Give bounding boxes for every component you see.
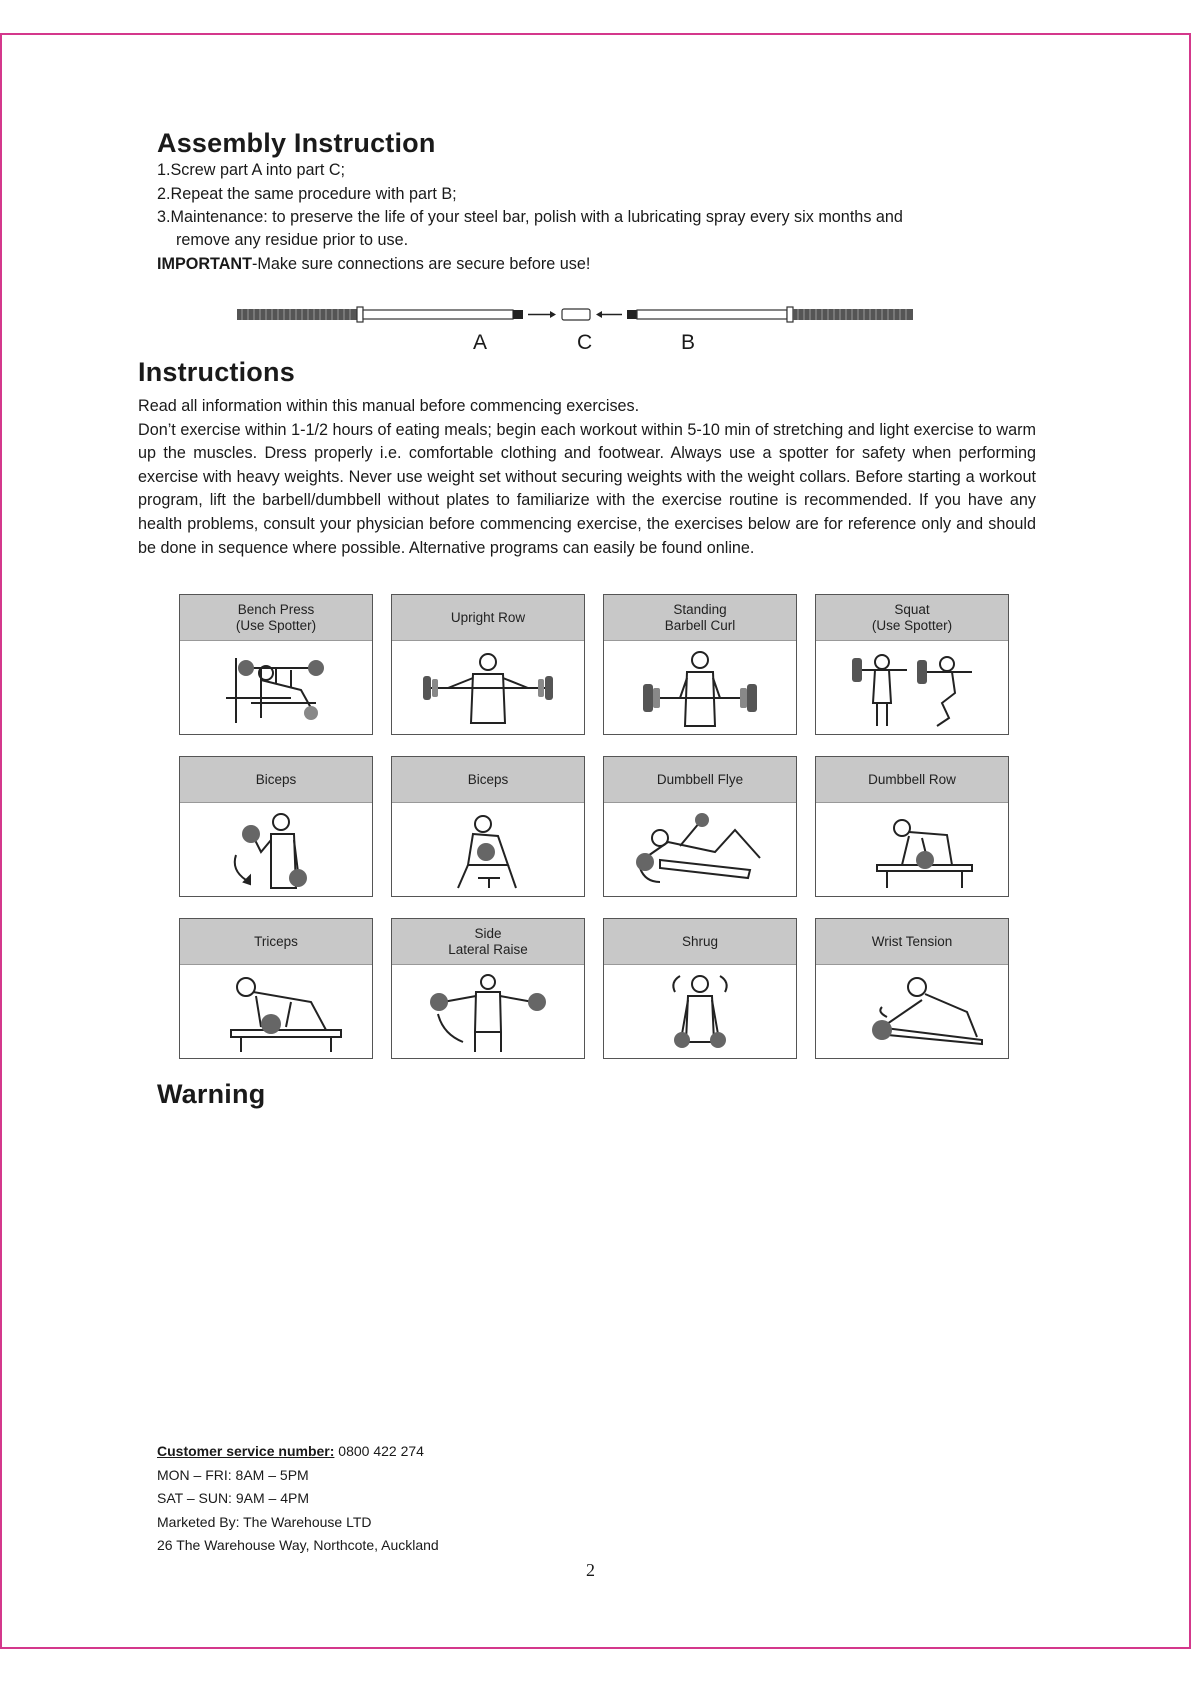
instructions-para-2: Don’t exercise within 1-1/2 hours of eating meals; begin each workout within 5-10 min of stretching and light exercise to warm up the muscles. Dress properly i.e. comfortable clothing and footwear. Always use a spotter for safety when performing exercise with heavy weights. Never use weight set without securing weights with the weight collars. Before starting a workout program, lift the barbell/dumbbell without plates to familiarize with the exercise routine is recommended. If you have any health problems, consult your physician before commencing exercise, the exercises below are for reference only and should be done in sequence where possible. Alternative programs can easily be found online. bbox=[138, 420, 1036, 557]
wrist-tension-icon bbox=[816, 965, 1008, 1059]
part-a-bar bbox=[237, 307, 523, 322]
arrow-b-to-c bbox=[596, 311, 622, 318]
assembly-step-2: 2.Repeat the same procedure with part B; bbox=[157, 185, 457, 203]
customer-service-label: Customer service number: bbox=[157, 1443, 335, 1459]
customer-service bbox=[157, 1440, 424, 1464]
exercise-card bbox=[391, 918, 585, 1059]
exercise-label: Side Lateral Raise bbox=[392, 919, 584, 965]
assembly-step-3: 3.Maintenance: to preserve the life of your steel bar, polish with a lubricating spray every six months and bbox=[157, 208, 903, 226]
exercise-label: Squat (Use Spotter) bbox=[816, 595, 1008, 641]
important-note bbox=[157, 253, 590, 277]
assembly-step-1: 1.Screw part A into part C; bbox=[157, 161, 346, 179]
exercise-label: Biceps bbox=[392, 757, 584, 803]
exercise-card bbox=[391, 756, 585, 897]
exercise-card bbox=[815, 594, 1009, 735]
instructions-title: Instructions bbox=[138, 357, 295, 387]
assembly-step-3-cont: remove any residue prior to use. bbox=[176, 231, 409, 249]
warning-title: Warning bbox=[157, 1079, 266, 1109]
page-number: 2 bbox=[586, 1560, 595, 1580]
exercise-label: Shrug bbox=[604, 919, 796, 965]
exercise-label: Bench Press (Use Spotter) bbox=[180, 595, 372, 641]
important-label: IMPORTANT bbox=[157, 255, 253, 273]
part-c-label: C bbox=[577, 331, 593, 354]
part-a-label: A bbox=[473, 331, 488, 354]
exercise-card bbox=[815, 756, 1009, 897]
upright-row-icon bbox=[392, 641, 584, 735]
weekend-hours: SAT – SUN: 9AM – 4PM bbox=[157, 1490, 309, 1506]
squat-icon bbox=[816, 641, 1008, 735]
exercise-label: Dumbbell Flye bbox=[604, 757, 796, 803]
bench-press-icon bbox=[180, 641, 372, 735]
customer-service-number: 0800 422 274 bbox=[334, 1443, 424, 1459]
dumbbell-flye-icon bbox=[604, 803, 796, 897]
exercise-card bbox=[815, 918, 1009, 1059]
part-b-bar bbox=[627, 307, 913, 322]
exercise-label: Biceps bbox=[180, 757, 372, 803]
address: 26 The Warehouse Way, Northcote, Auckland bbox=[157, 1537, 439, 1553]
triceps-icon bbox=[180, 965, 372, 1059]
exercise-card bbox=[179, 756, 373, 897]
exercise-card bbox=[603, 594, 797, 735]
instructions-body bbox=[138, 395, 1036, 560]
exercise-label: Upright Row bbox=[392, 595, 584, 641]
standing-biceps-icon bbox=[180, 803, 372, 897]
exercise-card bbox=[603, 918, 797, 1059]
exercise-card bbox=[179, 918, 373, 1059]
seated-biceps-icon bbox=[392, 803, 584, 897]
exercise-label: Wrist Tension bbox=[816, 919, 1008, 965]
dumbbell-row-icon bbox=[816, 803, 1008, 897]
weekday-hours: MON – FRI: 8AM – 5PM bbox=[157, 1467, 309, 1483]
assembly-title: Assembly Instruction bbox=[157, 128, 436, 158]
marketed-by: Marketed By: The Warehouse LTD bbox=[157, 1514, 372, 1530]
exercise-grid bbox=[179, 594, 1013, 1060]
exercise-label: Dumbbell Row bbox=[816, 757, 1008, 803]
exercise-card bbox=[391, 594, 585, 735]
shrug-icon bbox=[604, 965, 796, 1059]
lateral-raise-icon bbox=[392, 965, 584, 1059]
part-c-connector bbox=[562, 309, 590, 320]
barbell-curl-icon bbox=[604, 641, 796, 735]
exercise-label: Standing Barbell Curl bbox=[604, 595, 796, 641]
important-text: -Make sure connections are secure before use! bbox=[252, 255, 591, 273]
exercise-card bbox=[179, 594, 373, 735]
exercise-card bbox=[603, 756, 797, 897]
exercise-label: Triceps bbox=[180, 919, 372, 965]
instructions-para-1: Read all information within this manual before commencing exercises. bbox=[138, 397, 640, 415]
bar-assembly-diagram bbox=[232, 300, 942, 330]
arrow-a-to-c bbox=[528, 311, 556, 318]
part-b-label: B bbox=[681, 331, 696, 354]
